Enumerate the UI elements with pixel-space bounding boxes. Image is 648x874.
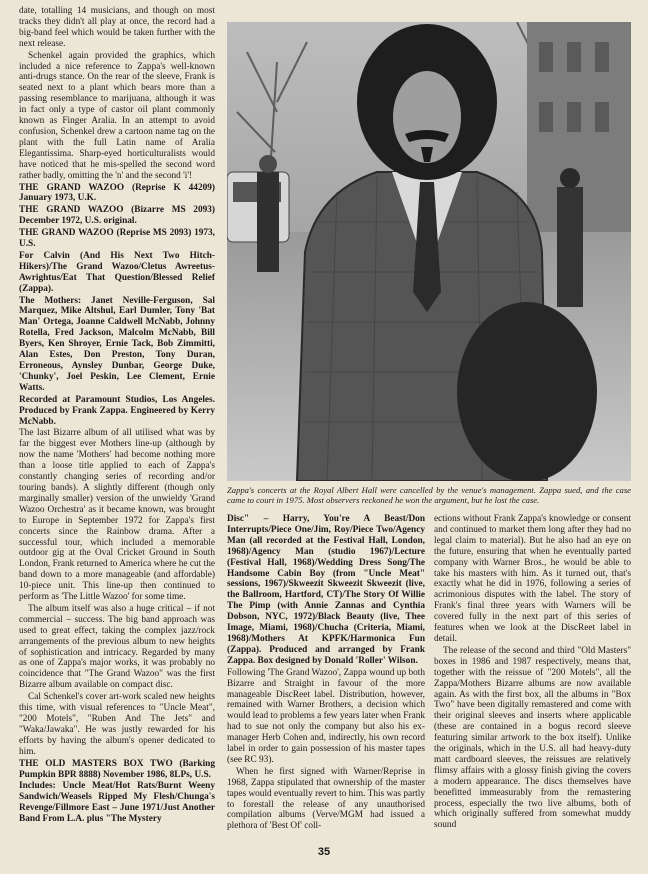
track-list-continued: Disc" – Harry, You're A Beast/Don Interrupts/Piece One/Jim, Roy/Piece Two/Agency Man (all recorded at the Festival Hall, London, 1968)/Agency Man (studio 1967)/Lecture (Festival Hall, 1968)/Wedding Dress Song/The Handsome Cabin Boy (from "Uncle Meat" sessions, 1967)/Skweezit Skweezit Skweezit (live, the Ballroom, Hartford, CT)/The Story Of Willie The Pimp (with Annie Zannas and Cynthia Dobson, NYC, 1972)/Black Beauty (live, Thee Image, Miami, 1968)/Chucha (Criteria, Miami, 1968)/Mothers At KPFK/Harmonica Fun (Zappa). Produced and arranged by Frank Zappa. Box designed by Donald 'Roller' Wilson. — [227, 514, 425, 666]
column-right — [434, 514, 631, 832]
release-heading: THE GRAND WAZOO (Reprise MS 2093) 1973, U.S. — [19, 228, 215, 250]
recording-credits: Recorded at Paramount Studios, Los Angeles. Produced by Frank Zappa. Engineered by Kerry McNabb. — [19, 394, 215, 427]
paragraph: The album itself was also a huge critical – if not commercial – success. The big band approach was used to great effect, taking the complex jazz/rock arrangements of the previous album to new heights of sophistication and intricacy. Regarded by many as one of Zappa's major works, it was probably no coincidence that "The Grand Wazoo" was the first Bizarre album available on compact disc. — [19, 603, 215, 691]
paragraph: The release of the second and third "Old Masters" boxes in 1986 and 1987 respectively, means that, together with the reissue of "200 Motels", all the Zappa/Mothers Bizarre albums are now available again. As with the first box, all the albums in "Box Two" have been digitally remastered and come with their original sleeves and inserts where applicable (these are contained in a bogus record sleeve featuring similar artwork to the box itself). Unlike the originals, which in the U.S. all had heavy-duty matt cardboard sleeves, the reissues are relatively flimsy affairs with a glossy finish giving the covers a modern appearance. The discs themselves have benefitted immeasurably from the remastering process, especially the two live albums, both of which originally suffered from somewhat muddy sound — [434, 645, 631, 831]
paragraph: Schenkel again provided the graphics, which included a nice reference to Zappa's well-known anti-drugs stance. On the rear of the sleeve, Frank is seated next to a plant which bears more than a passing resemblance to marijuana, although it was in fact only a type of castor oil plant commonly known as Finger Aralia. In an attempt to avoid confusion, Schenkel drew a cartoon name tag on the plant with the full Latin name of Aralia Elegantissima. Sharp-eyed horticulturalists would have noticed that he mis-spelled the second word rather badly, omitting the 'n' and the second 'i'! — [19, 50, 215, 181]
page-number: 35 — [317, 846, 331, 858]
track-list: Includes: Uncle Meat/Hot Rats/Burnt Weeny Sandwich/Weasels Ripped My Flesh/Chunga's Revenge/Fillmore East – June 1971/Just Another Band From L.A. plus "The Mystery — [19, 781, 215, 825]
musician-credits: The Mothers: Janet Neville-Ferguson, Sal Marquez, Mike Altshul, Earl Dumler, Tony 'Bat Man' Ortega, Joanne Caldwell McNabb, Johnny Rotella, Fred Jackson, Malcolm McNabb, Bill Byers, Ken Shroyer, Ernie Tack, Bob Zimmitti, Alan Estes, Don Preston, Tony Duran, Erroneous, Aynsley Dunbar, George Duke, 'Chunky', Joel Peskin, Lee Clement, Ernie Watts. — [19, 295, 215, 393]
track-list: For Calvin (And His Next Two Hitch-Hikers)/The Grand Wazoo/Cletus Awreetus-Awrightus/Eat That Question/Blessed Relief (Zappa). — [19, 250, 215, 294]
paragraph: ections without Frank Zappa's knowledge or consent and continued to market them long after they had no legal claim to material). But he also had an eye on the future, ensuring that when he eventually parted company with Warner Bros., he would be able to take his masters with him. As it turned out, that's exactly what he did in 1976, following a series of acrimonious disputes with the label. The story of Frank's final three years with Warners will be covered fully in the next part of this series of features when we look at the DiscReet label in detail. — [434, 514, 631, 644]
paragraph: The last Bizarre album of all utilised what was by far the biggest ever Mothers line-up (although by now the name 'Mothers' had become nothing more than a loose title applied to each of Zappa's constantly changing series of recording and/or touring bands). A slightly different (though only marginally smaller) version of the unwieldy 'Grand Wazoo Orchestra' as it became known, was brought to Europe in September 1972 for Zappa's first concerts since the Rainbow drama. After a successful tour, which included a memorable outdoor gig at the Oval Cricket Ground in South London, Frank returned to America where he cut the band down to a more manageable (and affordable) 10-piece unit. This line-up then continued to perform as 'The Little Wazoo' for some time. — [19, 428, 215, 603]
column-middle — [227, 514, 425, 833]
paragraph: Following 'The Grand Wazoo', Zappa wound up both Bizarre and Straight in favour of the more manageable DiscReet label. Distribution, however, remained with Warner Brothers, a decision which would lead to problems a few years later when Frank had to sue not only the company but also his ex-manager Herb Cohen and, indirectly, his own record label in order to gain possession of his master tapes (see RC 93). — [227, 667, 425, 765]
paragraph: date, totalling 14 musicians, and though on most tracks they didn't all play at once, the record had a big-band feel which would be taken further with the next release. — [19, 6, 215, 49]
paragraph: When he first signed with Warner/Reprise in 1968, Zappa stipulated that ownership of the master tapes would eventually revert to him. This was partly to forestall the release of any unauthorised compilation albums (Verve/MGM had issued a plethora of 'Best Of' coll- — [227, 766, 425, 832]
photo-frank-zappa — [227, 22, 631, 481]
paragraph: Cal Schenkel's cover art-work scaled new heights this time, with visual references to "Uncle Meat", "200 Motels", "Ruben And The Jets" and "Waka/Jawaka". He was justly rewarded for his efforts by having the album's opener dedicated to him. — [19, 692, 215, 757]
release-heading: THE GRAND WAZOO (Reprise K 44209) January 1973, U.K. — [19, 182, 215, 204]
photo-caption: Zappa's concerts at the Royal Albert Hall were cancelled by the venue's management. Zappa sued, and the case came to court in 1975. Most observers reckoned he won the argument, but he lost the case. — [227, 485, 631, 506]
column-left — [19, 6, 215, 826]
release-heading: THE GRAND WAZOO (Bizarre MS 2093) December 1972, U.S. original. — [19, 205, 215, 227]
release-heading: THE OLD MASTERS BOX TWO (Barking Pumpkin BPR 8888) November 1986, 8LPs, U.S. — [19, 758, 215, 780]
